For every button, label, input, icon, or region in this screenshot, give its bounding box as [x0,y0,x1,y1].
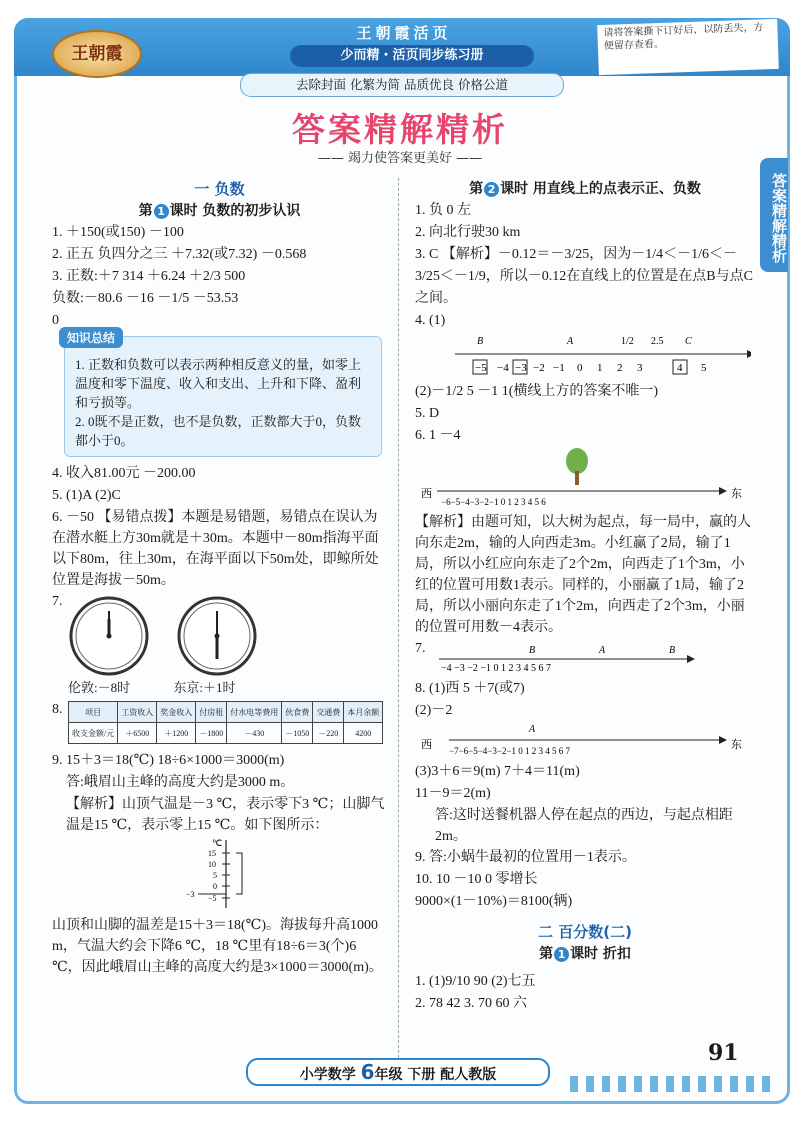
footer-stripes [570,1076,770,1092]
svg-text:C: C [685,336,692,347]
answer-line: 2. 向北行驶30 km [415,225,521,240]
section-heading: 二 百分数(二) [538,923,632,941]
table-cell: －1800 [196,723,227,744]
svg-text:B: B [669,645,676,656]
svg-text:A: A [567,336,574,347]
answer-line: 4. 收入81.00元 －200.00 [52,466,196,481]
brand-title: 王朝霞活页 [356,24,452,42]
svg-text:A: A [529,724,536,735]
table-cell: ＋6500 [118,723,157,744]
answer-line: (2)－2 [415,703,453,718]
svg-text:−4 −3 −2 −1 0 1 2 3 4 5: −4 −3 −2 −1 0 1 2 3 4 5 6 7 [441,663,552,673]
section-heading: 一 负数 [194,180,245,198]
lesson-title: 课时 用直线上的点表示正、负数 [500,181,701,197]
table-cell: 伙食费 [282,702,313,723]
brand-logo: 王朝霞 [52,30,142,78]
knowledge-summary [64,331,382,457]
answer-line: 答:峨眉山主峰的高度大约是3000 m。 [66,775,295,790]
lesson-prefix: 第 [469,181,484,197]
lesson-title: 课时 负数的初步认识 [169,203,301,219]
summary-item: 2. 0既不是正数，也不是负数，正数都大于0，负数都小于0。 [75,414,362,448]
answer-line: 8. (1)西 5 ＋7(或7) [415,681,525,696]
page-title: 答案精解精析 [292,110,508,149]
lesson-heading [415,178,755,200]
table-cell: 奖金收入 [157,702,196,723]
answer-line: 1. 负 0 左 [415,203,471,218]
clock-icon [176,595,258,677]
lesson-number: 2 [484,182,499,197]
answer-line: 7. [52,594,63,609]
answer-line: 2. 78 42 3. 70 60 六 [415,996,527,1011]
page-number: 91 [708,1040,739,1066]
table-cell: 项目 [69,702,118,723]
footer-subject: 小学数学 [299,1067,356,1083]
svg-text:−1: −1 [553,362,565,374]
svg-text:−7−6−5−4−3−2−1 0 1 2 3 4 5 6 7: −7−6−5−4−3−2−1 0 1 2 3 4 5 6 7 [449,746,571,756]
svg-text:1/2: 1/2 [621,336,634,347]
svg-text:−3: −3 [515,362,527,374]
number-line [435,643,735,673]
footer-badge [246,1058,550,1086]
svg-text:2.5: 2.5 [651,336,664,347]
page-subtitle: —— 竭力使答案更美好 —— [317,151,483,166]
tear-note: 请将答案撕下订好后，以防丢失，方便留存查看。 [597,19,779,75]
answer-paragraph: 答:这时送餐机器人停在起点的西边，与起点相距2m。 [435,808,733,844]
svg-text:15: 15 [208,849,216,858]
answer-line: (3)3＋6＝9(m) 7＋4＝11(m) [415,764,580,779]
clock-labels [68,677,387,699]
answer-line: 4. (1) [415,313,446,328]
number-line [451,332,751,376]
summary-item: 1. 正数和负数可以表示两种相反意义的量，如零上温度和零下温度、收入和支出、上升和下降、盈利和亏损等。 [75,357,362,410]
answer-line: 9000×(1－10%)＝8100(辆) [415,894,573,909]
table-row [69,702,383,723]
summary-tag: 知识总结 [59,327,123,348]
svg-text:2: 2 [617,362,623,374]
table-cell: 4200 [344,723,383,744]
lesson-heading [52,200,387,222]
answer-line: 2. 正五 负四分之三 ＋7.32(或7.32) －0.568 [52,247,307,262]
side-tab: 答案精解精析 [760,158,788,272]
table-cell: 交通费 [313,702,344,723]
svg-text:A: A [599,645,606,656]
table-cell: －220 [313,723,344,744]
svg-text:10: 10 [208,860,216,869]
clock-label: 伦敦:－8时 [68,680,131,695]
thermometer-diagram [182,836,302,910]
answer-paragraph: 【解析】由题可知，以大树为起点，每一局中，赢的人向东走2m，输的人向西走3m。小红赢了2局，输了1局，所以小红应向东走了2个2m，向西走了1个3m，小红的位置可用数1表示。同样的，小丽赢了1局，输了2局，所以小丽向东走了1个2m，向西走了2个3m，小丽的位置可用数－4表示。 [415,515,751,635]
table-cell: 收支金额/元 [69,723,118,744]
svg-text:℃: ℃ [212,838,223,848]
table-cell: －430 [227,723,282,744]
answer-line: 5. D [415,406,440,421]
answer-paragraph: 【解析】山顶气温是－3 ℃，表示零下3 ℃；山脚气温是15 ℃，表示零上15 ℃。如下图所示： [66,797,385,833]
table-cell: 工资收入 [118,702,157,723]
svg-text:−5: −5 [475,362,487,374]
answer-line: 10. 10 －10 0 零增长 [415,872,538,887]
lesson-number: 1 [554,947,569,962]
answer-line: (2)－1/2 5 －1 1(横线上方的答案不唯一) [415,384,659,399]
tree-icon [566,448,588,474]
east-label: 东 [731,739,742,751]
answer-line: 9. 答:小蜗牛最初的位置用－1表示。 [415,850,636,865]
svg-text:5: 5 [701,362,707,374]
clock-label: 东京:＋1时 [173,680,236,695]
table-cell: 付水电等费用 [227,702,282,723]
svg-text:5: 5 [213,871,217,880]
lesson-heading [415,943,755,965]
left-column [52,178,387,978]
right-column [415,178,755,1015]
answer-line: 9. 15＋3＝18(℃) 18÷6×1000＝3000(m) [52,753,285,768]
footer-edition: 配人教版 [440,1067,497,1083]
answer-line: 11－9＝2(m) [415,786,491,801]
east-label: 东 [731,488,742,500]
slogan: 去除封面 化繁为简 品质优良 价格公道 [240,73,564,97]
number-line [419,722,749,756]
income-table [68,701,383,744]
svg-text:−5: −5 [208,894,217,903]
footer-grade-unit: 年级 [374,1067,403,1083]
answer-line: 8. [52,702,63,717]
table-cell: 付房租 [196,702,227,723]
svg-text:−3: −3 [186,890,195,899]
answer-paragraph: 6. －50 【易错点拨】本题是易错题，易错点在误认为在潜水艇上方30m就是＋30m。本题中－80m指海平面以下80m，往上30m，在海平面以下50m处，即鲸所处位置是海拔－50m。 [52,510,379,588]
answer-paragraph: 山顶和山脚的温差是15＋3＝18(℃)。海拔每升高1000 m，气温大约会下降6 ℃，18 ℃里有18÷6＝3(个)6 ℃，因此峨眉山主峰的高度大约是3×1000＝3000(m)。 [52,918,383,975]
svg-text:1: 1 [597,362,603,374]
footer-grade: 6 [360,1060,375,1084]
table-cell: 本月余额 [344,702,383,723]
svg-text:0: 0 [213,882,217,891]
column-divider [398,178,399,1058]
tree-number-line [419,447,749,507]
answer-line: 1. (1)9/10 90 (2)七五 [415,974,536,989]
lesson-prefix: 第 [138,203,153,219]
answer-line: 5. (1)A (2)C [52,488,121,503]
west-label: 西 [421,488,432,500]
answer-line: 3. 正数:＋7 314 ＋6.24 ＋2/3 500 [52,269,246,284]
table-cell: ＋1200 [157,723,196,744]
west-label: 西 [421,739,432,751]
svg-text:−6−5−4−3−2−1 0 1 2 3 4 5 6: −6−5−4−3−2−1 0 1 2 3 4 5 6 [441,497,546,507]
table-cell: －1050 [282,723,313,744]
clocks [68,595,387,677]
lesson-prefix: 第 [539,946,554,962]
table-row [69,723,383,744]
svg-text:0: 0 [577,362,583,374]
answer-line: 0 [52,313,59,328]
svg-text:B: B [477,336,484,347]
brand-subtitle: 少而精・活页同步练习册 [290,45,534,67]
answer-line: 1. ＋150(或150) －100 [52,225,184,240]
lesson-number: 1 [154,204,169,219]
answer-paragraph: 3. C 【解析】－0.12＝－3/25，因为－1/4＜－1/6＜－3/25＜－1/9，所以－0.12在直线上的位置是在点B与点C之间。 [415,247,753,306]
answer-line: 负数:－80.6 －16 －1/5 －53.53 [52,291,239,306]
answer-line: 6. 1 －4 [415,428,461,443]
svg-text:B: B [529,645,536,656]
answer-line: 7. [415,641,426,656]
svg-text:3: 3 [637,362,643,374]
svg-text:−4: −4 [497,362,509,374]
svg-text:−2: −2 [533,362,545,374]
footer-term: 下册 [407,1067,436,1083]
clock-icon [68,595,150,677]
lesson-title: 课时 折扣 [570,946,631,962]
svg-text:4: 4 [677,362,683,374]
